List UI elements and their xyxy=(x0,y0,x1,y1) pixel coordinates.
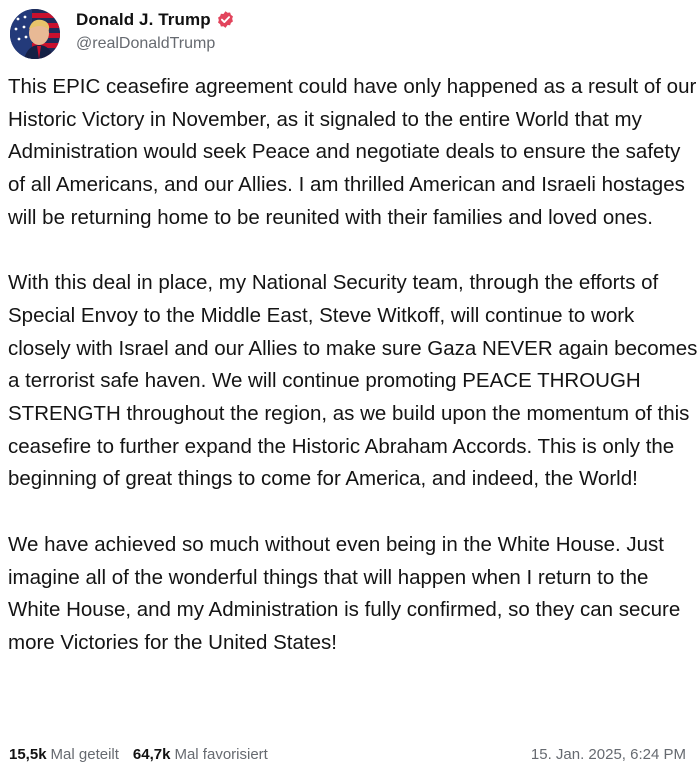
post-paragraph: We have achieved so much without even being in the White House. Just imagine all of the wonderful things that will happen when I return to the White House, and my Administration is fully confirmed, so they can secure more Victories for the United States! xyxy=(8,532,681,654)
avatar[interactable] xyxy=(10,9,60,59)
favorites-label: Mal favorisiert xyxy=(174,745,268,763)
post-paragraph: With this deal in place, my National Security team, through the efforts of Special Envoy to the Middle East, Steve Witkoff, will continue to work closely with Israel and our Allies to make sure Gaza NEVER again becomes a terrorist safe haven. We will continue promoting PEACE THROUGH STRENGTH throughout the region, as we build upon the momentum of this ceasefire to further expand the Historic Abraham Accords. This is only the beginning of great things to come for America, and indeed, the World! xyxy=(8,271,698,491)
post-timestamp[interactable]: 15. Jan. 2025, 6:24 PM xyxy=(530,745,686,763)
post-paragraph: This EPIC ceasefire agreement could have only happened as a result of our Historic Victory in November, as it signaled to the entire World that my Administration would seek Peace and negotiate deals to ensure the safety of all Americans, and our Allies. I am thrilled American and Israeli hostages will be returning home to be reunited with their families and loved ones. xyxy=(8,75,697,229)
shares-label: Mal geteilt xyxy=(50,745,119,763)
favorites-count: 64,7k xyxy=(132,745,171,763)
shares-count: 15,5k xyxy=(9,745,47,763)
author-handle[interactable]: @realDonaldTrump xyxy=(76,34,216,52)
favorites-stat[interactable] xyxy=(133,746,268,763)
post-header xyxy=(10,8,235,60)
post-body xyxy=(8,71,698,660)
post-footer xyxy=(9,743,686,765)
shares-stat[interactable] xyxy=(9,746,119,763)
name-row xyxy=(76,10,235,30)
author-names xyxy=(76,10,235,53)
verified-badge-icon xyxy=(216,10,235,29)
avatar-image xyxy=(10,9,60,59)
author-display-name[interactable]: Donald J. Trump xyxy=(76,9,211,29)
